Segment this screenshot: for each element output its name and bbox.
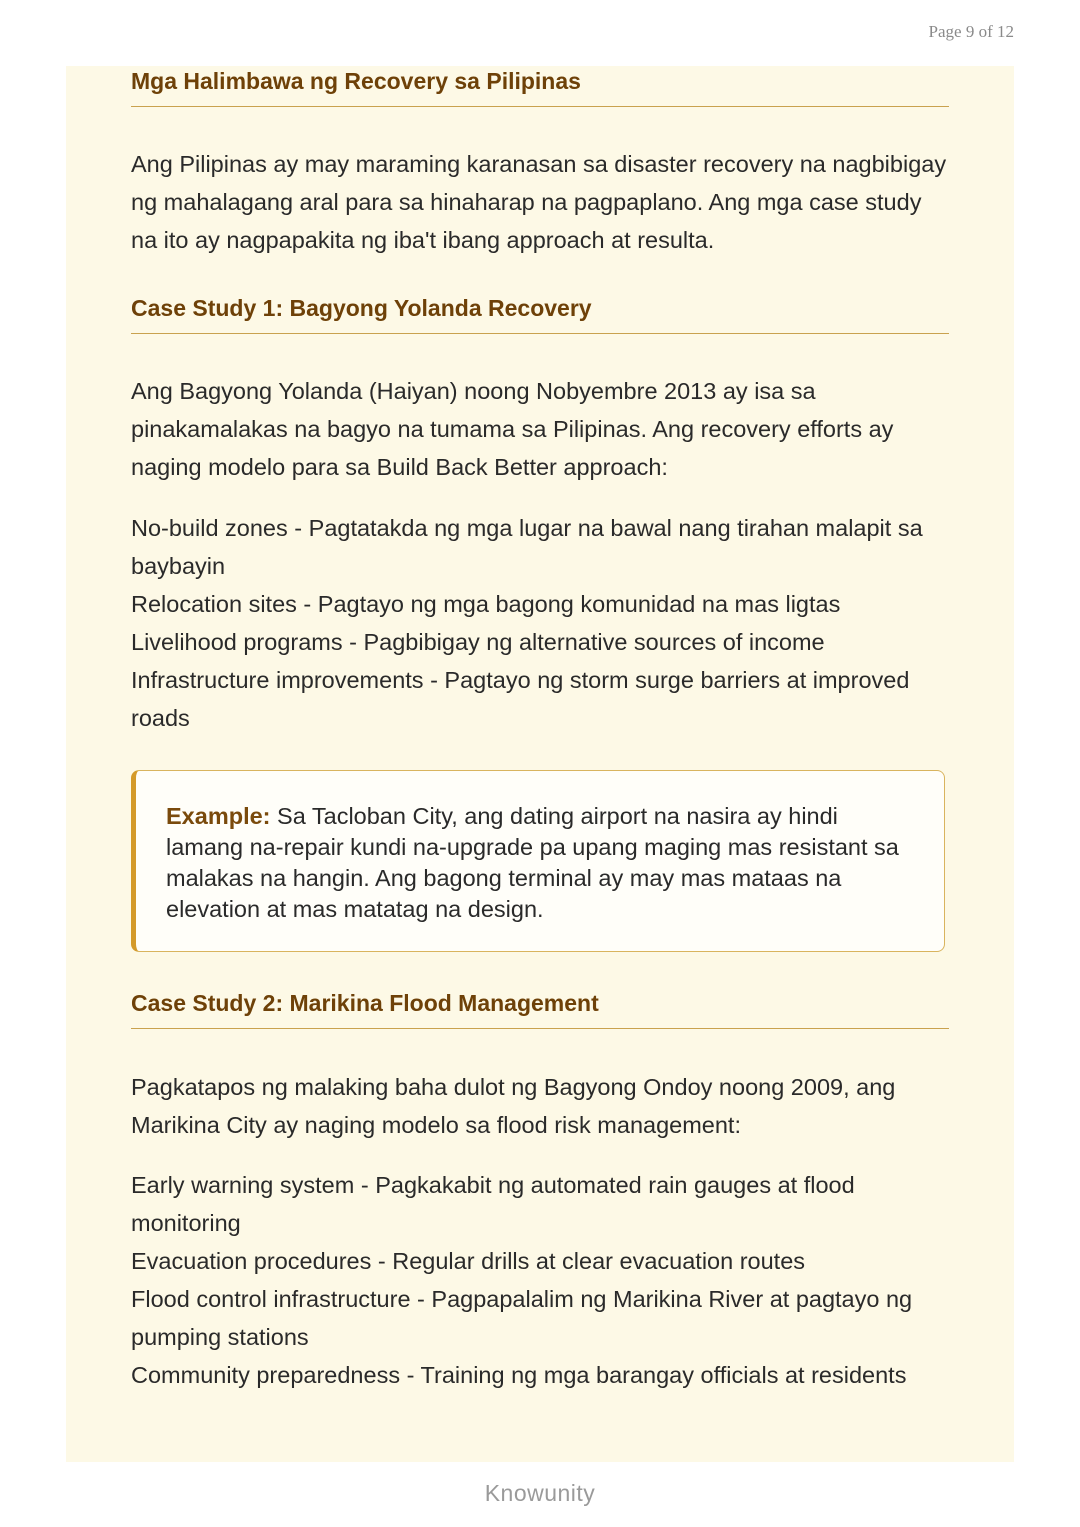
example-text: Sa Tacloban City, ang dating airport na nasira ay hindi lamang na-repair kundi na-upgrade pa upang maging mas resistant sa malakas na hangin. Ang bagong terminal ay may mas mataas na elevation at mas matatag na design.: [166, 803, 899, 922]
case-study-1-list: [131, 509, 949, 737]
list-item: Relocation sites - Pagtayo ng mga bagong komunidad na mas ligtas: [131, 591, 841, 617]
section-heading-case-study-2: Case Study 2: Marikina Flood Management: [131, 988, 949, 1029]
example-callout: [131, 770, 945, 952]
example-label: Example:: [166, 803, 271, 829]
case-study-2-list: [131, 1166, 949, 1394]
case-study-1-paragraph: Ang Bagyong Yolanda (Haiyan) noong Nobyembre 2013 ay isa sa pinakamalakas na bagyo na tumama sa Pilipinas. Ang recovery efforts ay naging modelo para sa Build Back Better approach:: [131, 378, 894, 480]
list-item: Infrastructure improvements - Pagtayo ng storm surge barriers at improved roads: [131, 667, 910, 731]
list-item: Early warning system - Pagkakabit ng automated rain gauges at flood monitoring: [131, 1172, 855, 1236]
list-item: Livelihood programs - Pagbibigay ng alternative sources of income: [131, 629, 825, 655]
section-case-study-1: [131, 293, 949, 334]
content-area: [66, 66, 1014, 1462]
section-recovery-examples: [131, 66, 949, 107]
list-item: No-build zones - Pagtatakda ng mga lugar na bawal nang tirahan malapit sa baybayin: [131, 515, 923, 579]
list-item: Community preparedness - Training ng mga barangay officials at residents: [131, 1362, 907, 1388]
list-item: Flood control infrastructure - Pagpapalalim ng Marikina River at pagtayo ng pumping stations: [131, 1286, 913, 1350]
footer-brand: Knowunity: [484, 1480, 596, 1506]
section-heading-recovery-examples: Mga Halimbawa ng Recovery sa Pilipinas: [131, 66, 949, 107]
section-heading-case-study-1: Case Study 1: Bagyong Yolanda Recovery: [131, 293, 949, 334]
case-study-2-paragraph: Pagkatapos ng malaking baha dulot ng Bagyong Ondoy noong 2009, ang Marikina City ay naging modelo sa flood risk management:: [131, 1074, 896, 1138]
intro-paragraph: Ang Pilipinas ay may maraming karanasan sa disaster recovery na nagbibigay ng mahalagang aral para sa hinaharap na pagpaplano. Ang mga case study na ito ay nagpapakita ng iba't ibang approach at resulta.: [131, 151, 947, 253]
section-case-study-2: [131, 988, 949, 1029]
page-number: Page 9 of 12: [928, 22, 1014, 41]
list-item: Evacuation procedures - Regular drills at clear evacuation routes: [131, 1248, 806, 1274]
